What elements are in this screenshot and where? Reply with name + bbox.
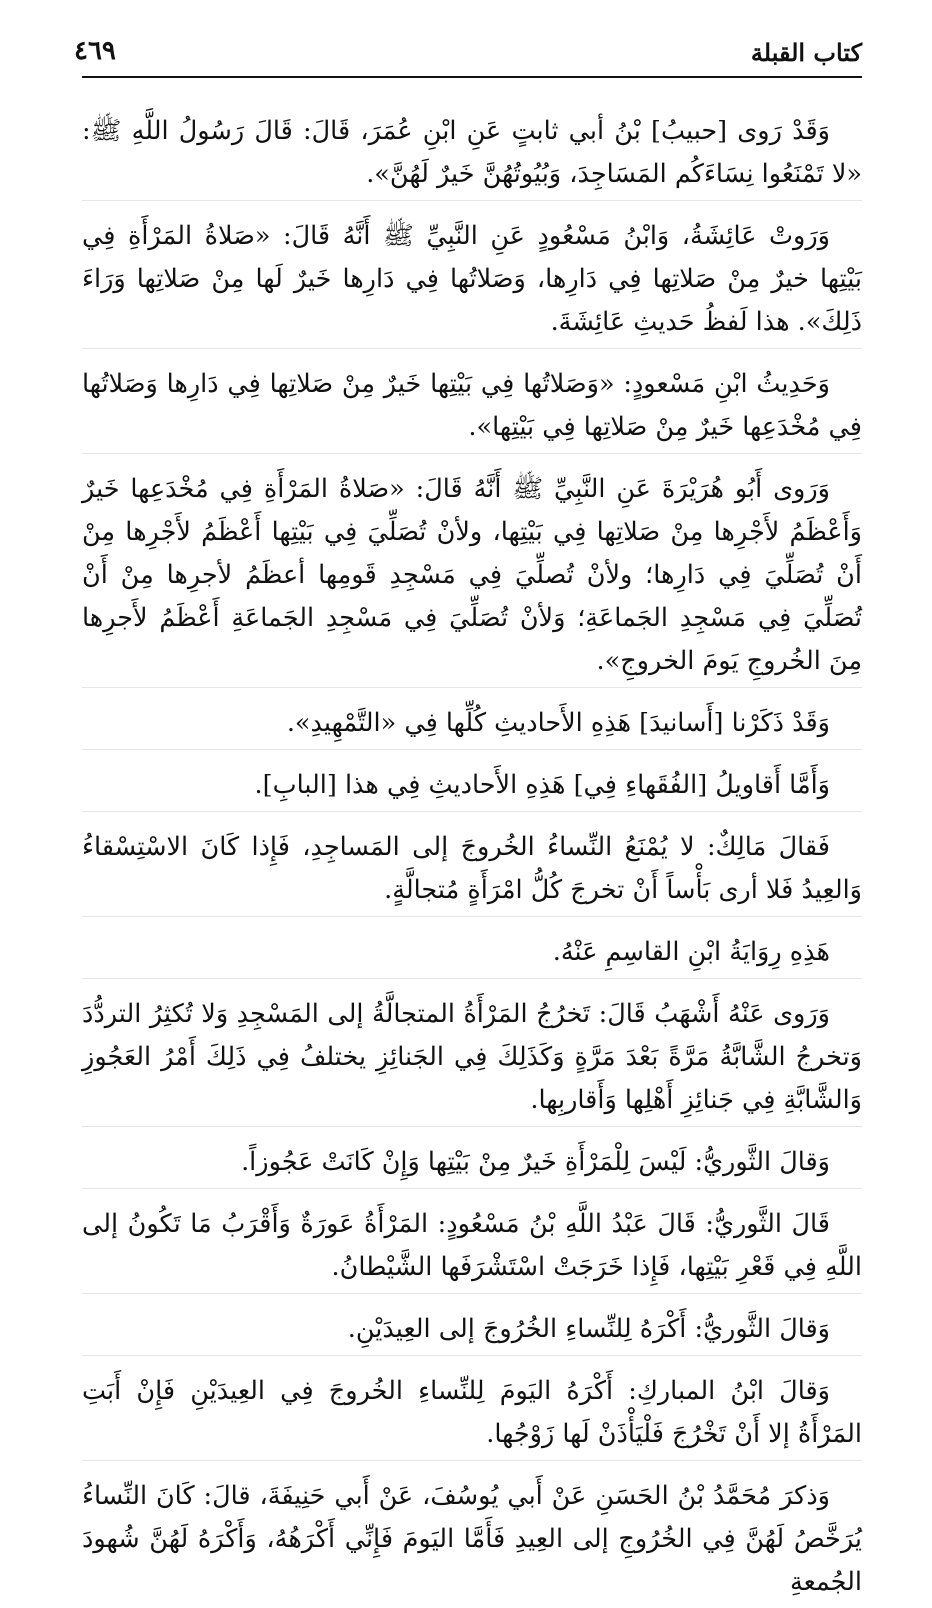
paragraph: وَأَمَّا أَقاويلُ [الفُقَهاءِ فِي] هَذِهِ الأَحاديثِ فِي هذا [البابِ]. xyxy=(82,764,862,812)
paragraph: وَقالَ ابْنُ المباركِ: أَكْرَهُ اليَومَ لِلنِّساءِ الخُروجَ فِي العِيدَيْنِ فَإِنْ أَبَتِ المَرْأَةُ إلا أَنْ تَخْرُجَ فَلْيَأْذَنْ لَها زَوْجُها. xyxy=(82,1370,862,1461)
paragraph: قَالَ الثَّوريُّ: قَالَ عَبْدُ اللَّهِ بْنُ مَسْعُودٍ: المَرْأَةُ عَورَةٌ وَأَقْرَبُ مَا تَكُونُ إلى اللَّهِ فِي قَعْرِ بَيْتِها، فَإِذا خَرَجَتْ اسْتَشْرَفَها الشَّيْطانُ. xyxy=(82,1203,862,1294)
paragraph: هَذِهِ رِوَايَةُ ابْنِ القاسِمِ عَنْهُ. xyxy=(82,931,862,979)
page-number: ٤٦٩ xyxy=(74,36,116,66)
paragraph: وَحَدِيثُ ابْنِ مَسْعودٍ: «وَصَلاتُها فِي بَيْتِها خَيرٌ مِنْ صَلاتِها فِي دَارِها وَصَلاتُها فِي مُخْدَعِها خَيرٌ مِنْ صَلاتِها فِي بَيْتِها». xyxy=(82,363,862,454)
paragraph: فَقالَ مَالِكٌ: لا يُمْنَعُ النِّساءُ الخُروجَ إلى المَساجِدِ، فَإِذا كَانَ الاسْتِسْقاءُ وَالعِيدُ فَلا أرى بَأْساً أَنْ تخرجَ كُلُّ امْرَأَةٍ مُتجالَّةٍ. xyxy=(82,826,862,917)
paragraph: وَذكرَ مُحَمَّدُ بْنُ الحَسَنِ عَنْ أَبي يُوسُفَ، عَنْ أَبي حَنِيفَةَ، قالَ: كَانَ النِّساءُ يُرَخَّصُ لَهُنَّ فِي الخُرُوجِ إلى العِيدِ فَأَمَّا اليَومَ فَإِنِّي أَكْرَهُهُ، وَأَكْرَهُ لَهُنَّ شُهودَ الجُمعةِ xyxy=(82,1481,862,1597)
paragraph: وَرَوى عَنْهُ أَشْهَبُ قَالَ: تَخرُجُ المَرْأَةُ المتجالَّةُ إلى المَسْجِدِ وَلا تُكثِرُ التردُّدَ وَتخرجُ الشَّابَّةُ مَرَّةً بَعْدَ مَرَّةٍ وَكَذَلِكَ فِي الجَنائِزِ يختلفُ فِي ذَلِكَ أَمْرُ العَجُوزِ وَالشَّابَّةِ فِي جَنائِزِ أَهْلِها وَأَقاربِها. xyxy=(82,993,862,1127)
chapter-title: كتاب القبلة xyxy=(750,38,862,67)
paragraph: وَقَدْ ذَكَرْنا [أَسانيدَ] هَذِهِ الأَحاديثِ كُلِّها فِي «التَّمْهِيدِ». xyxy=(82,702,862,750)
page-header xyxy=(74,36,862,78)
paragraph: وَرَوتْ عَائِشَةُ، وَابْنُ مَسْعُودٍ عَنِ النَّبِيِّ ﷺ أَنَّهُ قَالَ: «صَلاةُ المَرْأَةِ فِي بَيْتِها خيرٌ مِنْ صَلاتِها فِي دَارِها، وَصَلاتُها فِي دَارِها خَيرٌ لَها مِنْ صَلاتِها وَرَاءَ ذَلِكَ». هذا لَفظُ حَديثِ عَائِشَةَ. xyxy=(82,215,862,349)
paragraph: وَقَدْ رَوى [حبيبُ] بْنُ أبي ثابتٍ عَنِ ابْنِ عُمَرَ، قَالَ: قَالَ رَسُولُ اللَّهِ ﷺ: «لا تَمْنَعُوا نِسَاءَكُم المَسَاجِدَ، وَبُيُوتُهُنَّ خَيرٌ لَهُنَّ». xyxy=(82,110,862,201)
paragraph: وَقالَ الثَّوريُّ: أَكْرَهُ لِلنِّساءِ الخُرُوجَ إلى العِيدَيْنِ. xyxy=(82,1308,862,1356)
page-body xyxy=(82,110,862,1608)
paragraph: وَرَوى أَبُو هُرَيْرَةَ عَنِ النَّبِيِّ ﷺ أَنَّهُ قَالَ: «صَلاةُ المَرْأَةِ فِي مُخْدَعِها خَيرٌ وَأَعْظَمُ لأَجْرِها مِنْ صَلاتِها فِي بَيْتِها، ولأنْ تُصَلِّيَ فِي بَيْتِها أَعْظَمُ لأَجْرِها مِنْ أَنْ تُصَلِّيَ فِي دَارِها؛ ولأنْ تُصلِّيَ فِي مَسْجِدِ قَومِها أعظَمُ لأجرِها مِنْ أَنْ تُصَلِّيَ فِي مَسْجِدِ الجَماعَةِ؛ وَلأنْ تُصَلِّيَ فِي مَسْجِدِ الجَماعَةِ أَعْظَمُ لأَجرِها مِنَ الخُروجِ يَومَ الخروجِ». xyxy=(82,468,862,688)
paragraph: وَقالَ الثَّوريُّ: لَيْسَ لِلْمَرْأَةِ خَيرٌ مِنْ بَيْتِها وَإِنْ كَانَتْ عَجُوزاً. xyxy=(82,1141,862,1189)
